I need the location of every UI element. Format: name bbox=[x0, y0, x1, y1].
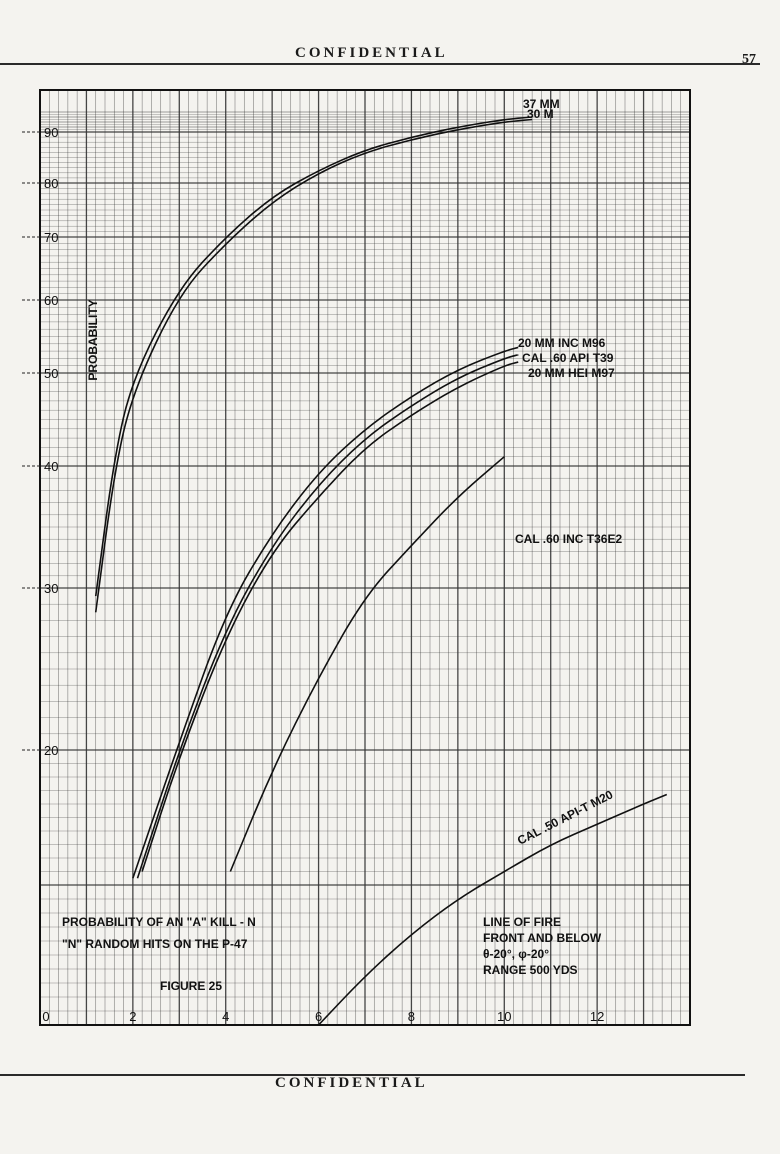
series-label: CAL .60 INC T36E2 bbox=[515, 532, 623, 546]
header-title: CONFIDENTIAL bbox=[295, 45, 448, 61]
chart-note: FIGURE 25 bbox=[160, 979, 223, 993]
line-of-fire-text: RANGE 500 YDS bbox=[483, 963, 578, 977]
footer-title: CONFIDENTIAL bbox=[275, 1075, 428, 1091]
chart-grid bbox=[40, 90, 690, 1025]
line-of-fire-text: LINE OF FIRE bbox=[483, 915, 561, 929]
y-tick-label: 20 bbox=[44, 743, 59, 758]
x-tick-label: 8 bbox=[407, 1009, 416, 1024]
series-line bbox=[133, 347, 518, 878]
page-number: 57 bbox=[742, 52, 756, 67]
y-axis-label: PROBABILITY bbox=[86, 299, 100, 381]
x-tick-label: 6 bbox=[314, 1009, 323, 1024]
y-tick-label: 60 bbox=[44, 293, 59, 308]
series-line bbox=[230, 457, 504, 872]
series-label: 20 MM HEI M97 bbox=[528, 366, 615, 380]
chart-notes bbox=[62, 915, 602, 993]
y-tick-label: 80 bbox=[44, 176, 59, 191]
y-tick-label: 90 bbox=[44, 125, 59, 140]
series-label: 30 M bbox=[527, 107, 554, 121]
chart-note: PROBABILITY OF AN "A" KILL - N bbox=[62, 915, 256, 929]
x-tick-label: 0 bbox=[42, 1009, 50, 1024]
y-tick-label: 50 bbox=[44, 366, 59, 381]
series-line bbox=[319, 795, 667, 1025]
x-tick-label: 12 bbox=[589, 1009, 605, 1024]
chart-note: "N" RANDOM HITS ON THE P-47 bbox=[62, 937, 248, 951]
line-of-fire-text: FRONT AND BELOW bbox=[483, 931, 602, 945]
line-of-fire-text: θ-20°, φ-20° bbox=[483, 947, 550, 961]
series-line bbox=[96, 117, 532, 596]
series-label: 20 MM INC M96 bbox=[518, 336, 606, 350]
series-label: 37 MM bbox=[523, 97, 560, 111]
x-tick-label: 4 bbox=[222, 1009, 230, 1024]
chart-series bbox=[96, 117, 667, 1025]
series-label: CAL .50 API-T M20 bbox=[515, 787, 616, 848]
y-tick-label: 30 bbox=[44, 581, 59, 596]
x-tick-label: 2 bbox=[129, 1009, 137, 1024]
series-label: CAL .60 API T39 bbox=[522, 351, 614, 365]
y-tick-label: 70 bbox=[44, 230, 59, 245]
x-tick-label: 10 bbox=[497, 1009, 512, 1024]
y-tick-label: 40 bbox=[44, 459, 59, 474]
series-line bbox=[142, 362, 518, 871]
